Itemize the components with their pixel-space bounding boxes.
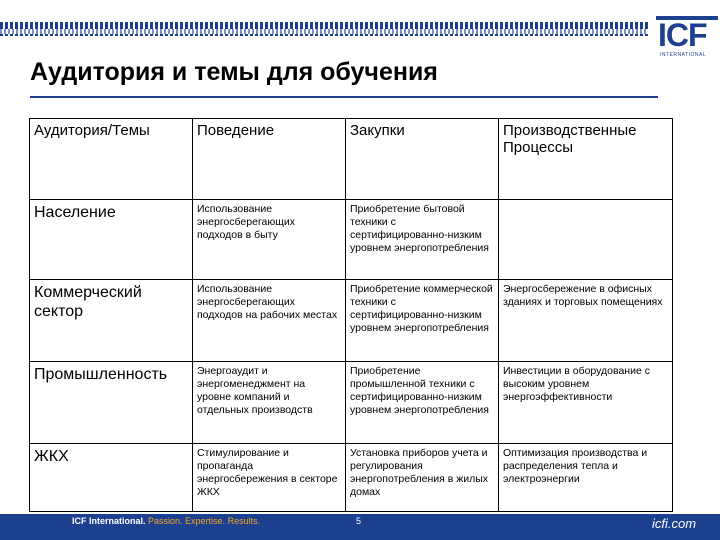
column-header: Аудитория/Темы (30, 119, 193, 200)
page-number: 5 (356, 516, 362, 526)
top-banner (0, 0, 720, 46)
table-cell: Энергоаудит и энергоменеджмент на уровне компаний и отдельных производств (193, 362, 346, 444)
table-row (30, 444, 673, 512)
title-divider (30, 96, 658, 98)
logo-subtitle: INTERNATIONAL (660, 52, 707, 58)
row-label: Население (30, 200, 193, 280)
audience-topics-table (29, 118, 673, 512)
table-cell: Установка приборов учета и регулирования энергопотребления в жилых домах (346, 444, 499, 512)
column-header: Поведение (193, 119, 346, 200)
row-label: Коммерческий сектор (30, 280, 193, 362)
table-row (30, 362, 673, 444)
table-cell: Энергосбережение в офисных зданиях и торговых помещениях (499, 280, 673, 362)
table-cell: Стимулирование и пропаганда энергосбережения в секторе ЖКХ (193, 444, 346, 512)
row-label: Промышленность (30, 362, 193, 444)
table-cell: Приобретение бытовой техники с сертифицированно-низким уровнем энергопотребления (346, 200, 499, 280)
column-header: Закупки (346, 119, 499, 200)
decorative-stripes-inner (0, 29, 648, 34)
icf-logo (656, 16, 718, 60)
footer-tagline: Passion. Expertise. Results. (148, 516, 261, 526)
footer-brand-name: ICF International. (72, 516, 146, 526)
column-header: Производственные Процессы (499, 119, 673, 200)
table-cell: Использование энергосберегающих подходов в быту (193, 200, 346, 280)
footer-brand (72, 516, 260, 526)
table-row (30, 280, 673, 362)
footer-url[interactable]: icfi.com (652, 516, 697, 531)
table-cell: Оптимизация производства и распределения тепла и электроэнергии (499, 444, 673, 512)
table-cell: Приобретение промышленной техники с сертифицированно-низким уровнем энергопотребления (346, 362, 499, 444)
table-cell (499, 200, 673, 280)
row-label: ЖКХ (30, 444, 193, 512)
table-row (30, 200, 673, 280)
table-cell: Приобретение коммерческой техники с сертифицированно-низким уровнем энергопотребления (346, 280, 499, 362)
logo-text: ICF (658, 17, 707, 53)
table-header-row (30, 119, 673, 200)
page-title: Аудитория и темы для обучения (30, 58, 438, 86)
footer-bar (0, 514, 720, 540)
table-cell: Использование энергосберегающих подходов на рабочих местах (193, 280, 346, 362)
table-cell: Инвестиции в оборудование с высоким уровнем энергоэффективности (499, 362, 673, 444)
